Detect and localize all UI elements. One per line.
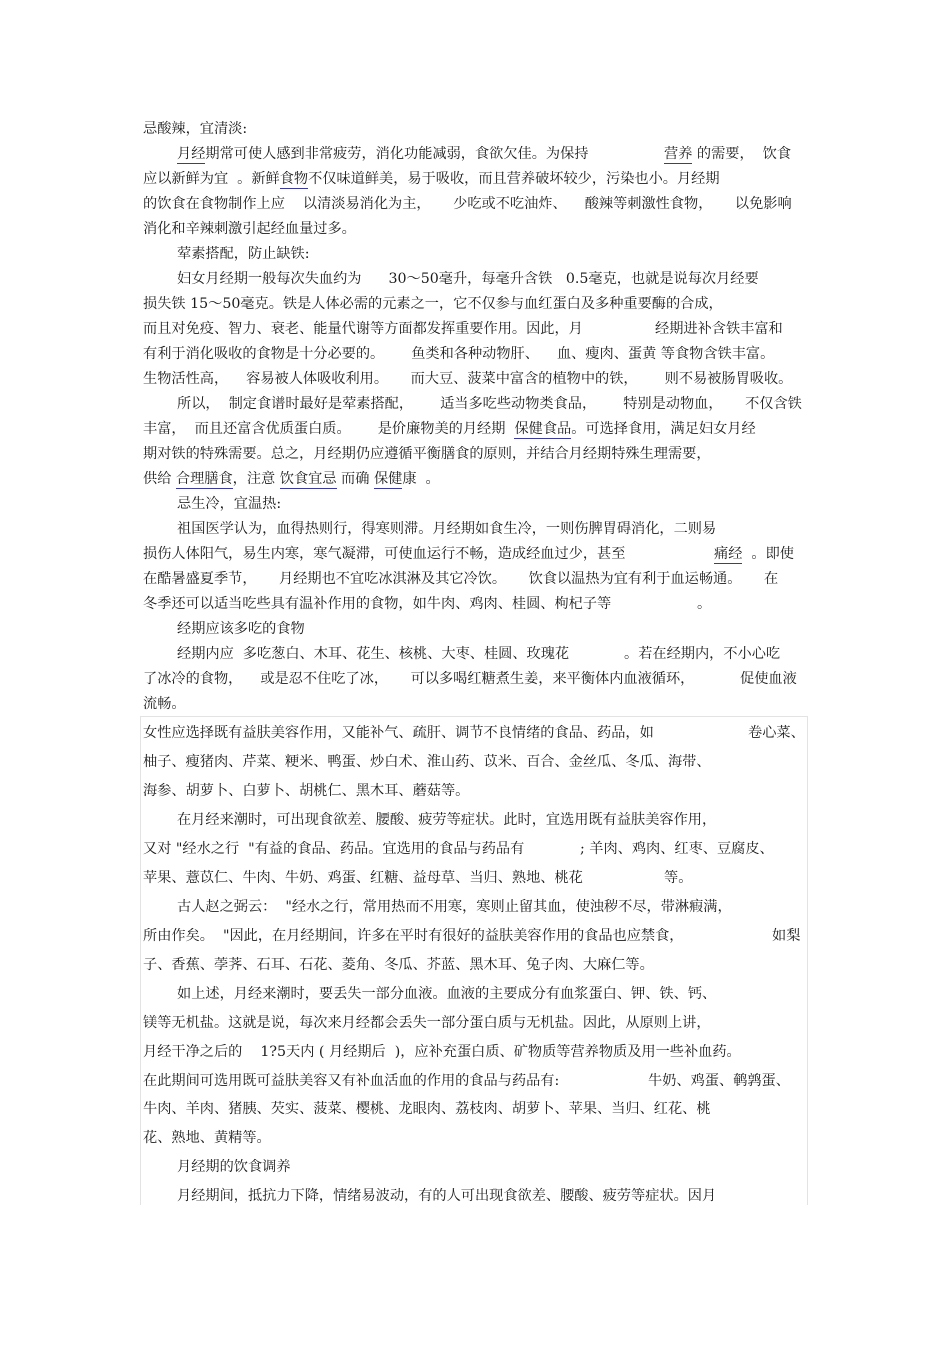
text-line: 在月经来潮时，可出现食欲差、腰酸、疲劳等症状。此时，宜选用既有益肤美容作用，	[177, 812, 717, 828]
text-line: 如梨	[772, 928, 801, 944]
text-line: 经期内应 多吃葱白、木耳、花生、核桃、大枣、桂圆、玫瑰花	[177, 646, 570, 662]
link-yinshi-yiji[interactable]: 饮食宜忌	[279, 471, 337, 487]
text-line: 苹果、薏苡仁、牛肉、牛奶、鸡蛋、红糖、益母草、当归、熟地、桃花	[143, 870, 583, 886]
text-line: 损失铁 15～50毫克。铁是人体必需的元素之一，它不仅参与血红蛋白及多种重要酶的合成，	[143, 296, 723, 312]
heading-foods-to-eat: 经期应该多吃的食物	[177, 621, 305, 637]
text-line: 月经干净之后的 1?5天内 ( 月经期后 )，应补充蛋白质、矿物质等营养物质及用一些补血药。	[143, 1044, 741, 1060]
link-yingyang[interactable]: 营养	[664, 146, 693, 162]
text-line: 妇女月经期一般每次失血约为 30～50毫升，每毫升含铁 0.5毫克，也就是说每次月经要	[177, 271, 759, 287]
text-line: 。若在经期内，不小心吃	[624, 646, 781, 662]
text-line: 女性应选择既有益肤美容作用，又能补气、疏肝、调节不良情绪的食品、药品，如	[143, 725, 654, 741]
text-line: 海参、胡萝卜、白萝卜、胡桃仁、黑木耳、蘑菇等。	[143, 783, 470, 799]
text-line: 。	[697, 596, 712, 612]
text-line: 冬季还可以适当吃些具有温补作用的食物，如牛肉、鸡肉、桂圆、枸杞子等	[143, 596, 612, 612]
text-line: 消化和辛辣刺激引起经血量过多。	[143, 221, 356, 237]
link-tongjing[interactable]: 痛经	[714, 546, 743, 562]
link-heli-shanshi[interactable]: 合理膳食	[175, 471, 233, 487]
text-line: 月经期间，抵抗力下降，情绪易波动，有的人可出现食欲差、腰酸、疲劳等症状。因月	[177, 1188, 717, 1204]
link-yuejing[interactable]: 月经	[177, 146, 206, 162]
text-line: 供给 合理膳食，注意 饮食宜忌 而确 保健康 。	[143, 471, 440, 487]
text-line: 如上述，月经来潮时，要丢失一部分血液。血液的主要成分有血浆蛋白、钾、铁、钙、	[177, 986, 717, 1002]
text-line: 所由作矣。 "因此，在月经期间，许多在平时有很好的益肤美容作用的食品也应禁食，	[143, 928, 684, 944]
text-line: 有利于消化吸收的食物是十分必要的。 鱼类和各种动物肝、 血、瘦肉、蛋黄 等食物含铁丰富。	[143, 346, 775, 362]
link-baojian[interactable]: 保健	[373, 471, 403, 487]
text-line: 古人赵之弼云： "经水之行，常用热而不用寒，寒则止留其血，使浊秽不尽，带淋瘕满，	[177, 899, 732, 915]
text-line: 在酷暑盛夏季节， 月经期也不宜吃冰淇淋及其它冷饮。 饮食以温热为宜有利于血运畅通。 在	[143, 571, 779, 587]
text-line: 祖国医学认为，血得热则行，得寒则滞。月经期如食生冷，一则伤脾胃碍消化，二则易	[177, 521, 717, 537]
text-line: 子、香蕉、荸荠、石耳、石花、菱角、冬瓜、芥蓝、黑木耳、兔子肉、大麻仁等。	[143, 957, 654, 973]
text-line: 了冰冷的食物， 或是忍不住吃了冰， 可以多喝红糖煮生姜，来平衡体内血液循环，	[143, 671, 695, 687]
text-line: 牛肉、羊肉、猪胰、芡实、菠菜、樱桃、龙眼肉、荔枝肉、胡萝卜、苹果、当归、红花、桃	[143, 1101, 711, 1117]
text-line: 期对铁的特殊需要。总之，月经期仍应遵循平衡膳食的原则，并结合月经期特殊生理需要，	[143, 446, 711, 462]
heading-meat-veg: 荤素搭配，防止缺铁:	[177, 246, 310, 262]
heading-avoid-cold: 忌生冷，宜温热:	[177, 496, 282, 512]
text-line: 促使血液	[740, 671, 797, 687]
link-shiwu[interactable]: 食物	[279, 171, 309, 187]
text-line: 花、熟地、黄精等。	[143, 1130, 271, 1146]
text-line: 流畅。	[143, 696, 186, 712]
text-line: 又对 "经水之行 "有益的食品、药品。宜选用的食品与药品有	[143, 841, 525, 857]
text-line: 在此期间可选用既可益肤美容又有补血活血的作用的食品与药品有:	[143, 1073, 560, 1089]
text-line: 生物活性高， 容易被人体吸收利用。 而大豆、菠菜中富含的植物中的铁， 则不易被肠胃吸收。	[143, 371, 793, 387]
text-line: 所以， 制定食谱时最好是荤素搭配， 适当多吃些动物类食品， 特别是动物血， 不仅含铁	[177, 396, 802, 412]
text-line: ; 羊肉、鸡肉、红枣、豆腐皮、	[580, 841, 774, 857]
text-line: 月经期常可使人感到非常疲劳，消化功能减弱，食欲欠佳。为保持	[177, 146, 589, 162]
text-line: 营养 的需要， 饮食	[664, 146, 792, 162]
text-line: 的饮食在食物制作上应 以清淡易消化为主， 少吃或不吃油炸、 酸辣等刺激性食物， 以免影响	[143, 196, 792, 212]
text-line: 卷心菜、	[748, 725, 805, 741]
heading-diet-care: 月经期的饮食调养	[177, 1159, 291, 1175]
link-baojian-shipin[interactable]: 保健食品	[514, 421, 572, 437]
text-line: 丰富， 而且还富含优质蛋白质。 是价廉物美的月经期 保健食品。可选择食用，满足妇女月经	[143, 421, 756, 437]
text-line: 而且对免疫、智力、衰老、能量代谢等方面都发挥重要作用。因此，月	[143, 321, 583, 337]
text-line: 牛奶、鸡蛋、鹌鹑蛋、	[648, 1073, 790, 1089]
text-line: 等。	[664, 870, 693, 886]
text-line: 镁等无机盐。这就是说，每次来月经都会丢失一部分蛋白质与无机盐。因此，从原则上讲，	[143, 1015, 711, 1031]
text-line: 损伤人体阳气，易生内寒，寒气凝滞，可使血运行不畅，造成经血过少，甚至	[143, 546, 626, 562]
text-line: 柚子、瘦猪肉、芹菜、粳米、鸭蛋、炒白术、淮山药、苡米、百合、金丝瓜、冬瓜、海带、	[143, 754, 711, 770]
text-line: 应以新鲜为宜 。新鲜食物不仅味道鲜美，易于吸收，而且营养破坏较少，污染也小。月经期	[143, 171, 720, 187]
text-line: 痛经 。即使	[714, 546, 794, 562]
heading-avoid-spicy: 忌酸辣，宜清淡:	[143, 121, 248, 137]
text-line: 经期进补含铁丰富和	[655, 321, 783, 337]
